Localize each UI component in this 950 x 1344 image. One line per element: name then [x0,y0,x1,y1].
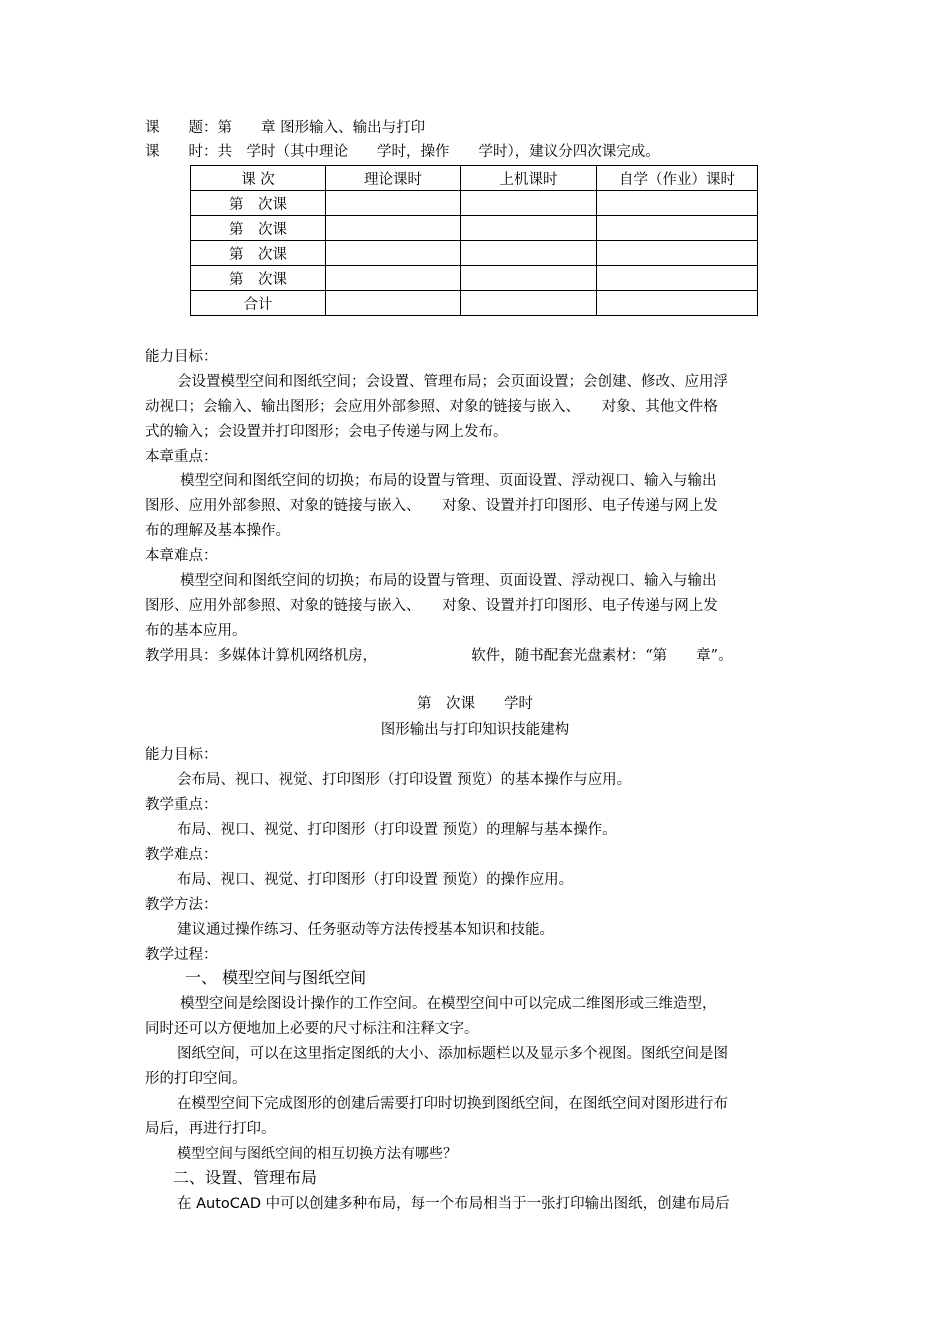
lesson-key-label: 教学重点： [145,797,218,813]
table-header-row [191,166,758,191]
lesson-process-label: 教学过程： [145,947,218,963]
lesson-key-text: 布局、视口、视觉、打印图形（打印设置 预览）的理解与基本操作。 [177,822,617,838]
lesson-ability-text: 会布局、视口、视觉、打印图形（打印设置 预览）的基本操作与应用。 [177,772,632,788]
lesson-ability-label: 能力目标： [145,747,218,763]
lesson-method-text: 建议通过操作练习、任务驱动等方法传授基本知识和技能。 [177,922,554,938]
chapter-ability-line: 式的输入；会设置并打印图形；会电子传递与网上发布。 [145,424,508,440]
chapter-difficulty-line: 模型空间和图纸空间的切换；布局的设置与管理、页面设置、浮动视口、输入与输出 [180,573,717,589]
table-cell [597,266,758,291]
chapter-difficulty-line: 布的基本应用。 [145,623,247,639]
table-row [191,216,758,241]
chapter-ability-line: 会设置模型空间和图纸空间；会设置、管理布局；会页面设置；会创建、修改、应用浮 [177,374,728,390]
autocad-term: AutoCAD [196,1196,261,1212]
table-cell [326,266,461,291]
course-hours-line: 课 时：共 学时（其中理论 学时，操作 学时），建议分四次课完成。 [145,144,660,160]
session-cell: 第 次课 [191,241,326,266]
paragraph-line: 模型空间是绘图设计操作的工作空间。在模型空间中可以完成二维图形或三维造型， [180,996,717,1012]
column-header: 上机课时 [461,166,597,191]
table-cell [326,191,461,216]
table-cell [326,216,461,241]
table-row [191,191,758,216]
session-cell: 第 次课 [191,266,326,291]
table-cell [597,216,758,241]
schedule-table [190,165,758,316]
lesson-subtitle: 图形输出与打印知识技能建构 [380,722,570,738]
chapter-key-label: 本章重点： [145,449,218,465]
table-cell [461,191,597,216]
chapter-difficulty-line: 图形、应用外部参照、对象的链接与嵌入、 对象、设置并打印图形、电子传递与网上发 [145,598,718,614]
column-header: 自学（作业）课时 [597,166,758,191]
table-cell [461,216,597,241]
course-topic-line: 课 题：第 章 图形输入、输出与打印 [145,120,426,136]
table-cell [597,291,758,316]
section-heading-model-space: 一、 模型空间与图纸空间 [185,968,367,987]
lesson-difficulty-text: 布局、视口、视觉、打印图形（打印设置 预览）的操作应用。 [177,872,574,888]
table-cell [326,291,461,316]
column-header: 理论课时 [326,166,461,191]
table-row [191,266,758,291]
paragraph-rest: 中可以创建多种布局，每一个布局相当于一张打印输出图纸，创建布局后 [260,1196,730,1212]
column-header: 课 次 [191,166,326,191]
total-cell: 合计 [191,291,326,316]
lesson-method-label: 教学方法： [145,897,218,913]
table-cell [461,266,597,291]
table-cell [461,241,597,266]
chapter-key-line: 布的理解及基本操作。 [145,523,290,539]
chapter-difficulty-label: 本章难点： [145,548,218,564]
session-cell: 第 次课 [191,191,326,216]
chapter-ability-line: 动视口；会输入、输出图形；会应用外部参照、对象的链接与嵌入、 对象、其他文件格 [145,399,718,415]
chapter-ability-label: 能力目标： [145,349,218,365]
paragraph-line: 形的打印空间。 [145,1071,247,1087]
session-title: 第 次课 学时 [417,696,533,712]
lesson-difficulty-label: 教学难点： [145,847,218,863]
table-cell [461,291,597,316]
table-cell [597,191,758,216]
table-total-row [191,291,758,316]
paragraph-line [177,1197,730,1212]
paragraph-line: 在模型空间下完成图形的创建后需要打印时切换到图纸空间，在图纸空间对图形进行布 [177,1096,728,1112]
paragraph-line: 同时还可以方便地加上必要的尺寸标注和注释文字。 [145,1021,479,1037]
chapter-key-line: 图形、应用外部参照、对象的链接与嵌入、 对象、设置并打印图形、电子传递与网上发 [145,498,718,514]
session-cell: 第 次课 [191,216,326,241]
table-row [191,241,758,266]
paragraph-line: 局后，再进行打印。 [145,1121,276,1137]
question-line: 模型空间与图纸空间的相互切换方法有哪些？ [177,1146,457,1162]
chapter-key-line: 模型空间和图纸空间的切换；布局的设置与管理、页面设置、浮动视口、输入与输出 [180,473,717,489]
teaching-tools-line: 教学用具：多媒体计算机网络机房， 软件，随书配套光盘素材：“第 章”。 [145,648,733,664]
table-cell [326,241,461,266]
paragraph-line: 图纸空间，可以在这里指定图纸的大小、添加标题栏以及显示多个视图。图纸空间是图 [177,1046,728,1062]
paragraph-prefix: 在 [177,1196,197,1212]
table-cell [597,241,758,266]
section-heading-layout: 二、设置、管理布局 [173,1168,318,1187]
